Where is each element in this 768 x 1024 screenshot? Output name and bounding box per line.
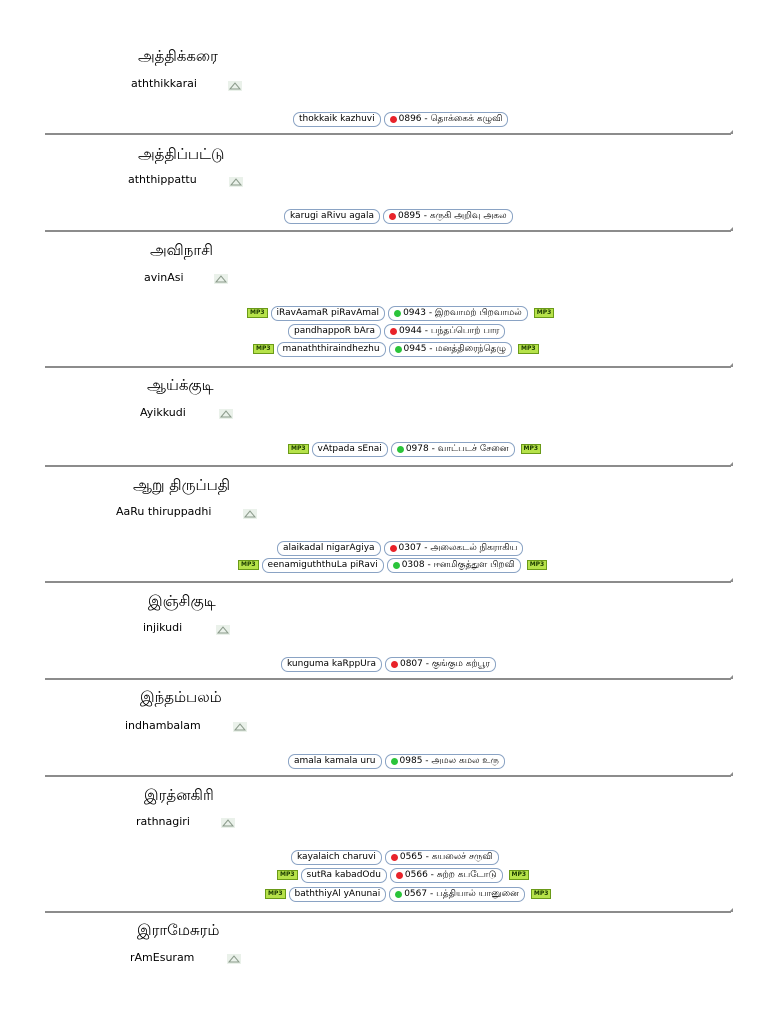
place-title-tamil: அவிநாசி bbox=[150, 241, 213, 259]
mp3-icon[interactable]: MP3 bbox=[534, 308, 555, 318]
song-row bbox=[274, 868, 532, 882]
song-number-label: 0945 - மனத்திரைந்தெழு bbox=[403, 343, 507, 354]
song-number-label: 0978 - வாட்படச் சேனை bbox=[405, 443, 509, 454]
song-number-link[interactable] bbox=[385, 754, 505, 769]
status-dot bbox=[391, 661, 398, 668]
place-title-tamil: அத்திக்கரை bbox=[138, 47, 218, 65]
song-translit-link[interactable]: pandhappoR bAra bbox=[288, 324, 381, 339]
mp3-icon[interactable]: MP3 bbox=[509, 870, 530, 880]
song-number-link[interactable] bbox=[391, 442, 515, 457]
song-row bbox=[235, 558, 550, 572]
song-translit-link[interactable]: kayalaich charuvi bbox=[291, 850, 382, 865]
song-number-label: 0895 - கருகி அறிவு அகல bbox=[397, 210, 507, 221]
song-number-label: 0944 - பந்தப்பொற் பார bbox=[399, 325, 500, 336]
mp3-icon[interactable]: MP3 bbox=[521, 444, 542, 454]
song-number-link[interactable] bbox=[385, 850, 499, 865]
place-title-translit: rAmEsuram bbox=[130, 951, 195, 964]
status-dot bbox=[395, 891, 402, 898]
section-divider bbox=[45, 678, 731, 680]
section-divider bbox=[45, 230, 731, 232]
song-number-link[interactable] bbox=[388, 306, 528, 321]
song-translit-link[interactable]: amala kamala uru bbox=[288, 754, 382, 769]
song-row bbox=[288, 754, 508, 768]
song-translit-link[interactable]: baththiyAl yAnunai bbox=[289, 887, 387, 902]
status-dot bbox=[394, 310, 401, 317]
mp3-icon[interactable]: MP3 bbox=[238, 560, 259, 570]
song-row bbox=[284, 209, 516, 223]
section-divider bbox=[45, 581, 731, 583]
back-to-top-icon[interactable] bbox=[227, 949, 241, 959]
song-number-link[interactable] bbox=[383, 209, 513, 224]
status-dot bbox=[393, 562, 400, 569]
status-dot bbox=[389, 213, 396, 220]
song-number-link[interactable] bbox=[384, 112, 509, 127]
mp3-icon[interactable]: MP3 bbox=[288, 444, 309, 454]
song-translit-link[interactable]: kunguma kaRppUra bbox=[281, 657, 382, 672]
status-dot bbox=[397, 446, 404, 453]
song-number-link[interactable] bbox=[384, 541, 524, 556]
song-number-label: 0567 - பத்தியால் யானுனை bbox=[404, 888, 519, 899]
song-row bbox=[281, 657, 499, 671]
back-to-top-icon[interactable] bbox=[216, 620, 230, 630]
status-dot bbox=[390, 328, 397, 335]
song-number-label: 0308 - ஈனமிகுத்துள பிறவி bbox=[401, 559, 515, 570]
status-dot bbox=[390, 116, 397, 123]
song-number-link[interactable] bbox=[387, 558, 521, 573]
song-number-label: 0307 - அலைகடல் நிகராகிய bbox=[398, 542, 518, 553]
song-row bbox=[277, 541, 526, 555]
song-translit-link[interactable]: alaikadal nigarAgiya bbox=[277, 541, 381, 556]
status-dot bbox=[390, 545, 397, 552]
mp3-icon[interactable]: MP3 bbox=[277, 870, 298, 880]
song-number-label: 0985 - அமல கமல உரு bbox=[399, 755, 499, 766]
song-number-link[interactable] bbox=[390, 868, 503, 883]
place-title-tamil: இஞ்சிகுடி bbox=[148, 592, 216, 610]
place-title-translit: injikudi bbox=[143, 621, 183, 634]
song-number-link[interactable] bbox=[384, 324, 505, 339]
mp3-icon[interactable]: MP3 bbox=[265, 889, 286, 899]
mp3-icon[interactable]: MP3 bbox=[531, 889, 552, 899]
song-translit-link[interactable]: thokkaik kazhuvi bbox=[293, 112, 381, 127]
place-title-tamil: இராமேசுரம் bbox=[137, 921, 220, 939]
song-translit-link[interactable]: eenamiguththuLa piRavi bbox=[262, 558, 384, 573]
place-title-translit: avinAsi bbox=[144, 271, 184, 284]
mp3-icon[interactable]: MP3 bbox=[527, 560, 548, 570]
song-number-link[interactable] bbox=[389, 342, 513, 357]
song-translit-link[interactable]: sutRa kabadOdu bbox=[301, 868, 387, 883]
song-translit-link[interactable]: manaththiraindhezhu bbox=[277, 342, 386, 357]
place-title-tamil: இரத்னகிரி bbox=[144, 786, 214, 804]
back-to-top-icon[interactable] bbox=[243, 504, 257, 514]
status-dot bbox=[395, 346, 402, 353]
song-row bbox=[285, 442, 544, 456]
back-to-top-icon[interactable] bbox=[219, 404, 233, 414]
song-translit-link[interactable]: vAtpada sEnai bbox=[312, 442, 388, 457]
section-divider bbox=[45, 775, 731, 777]
place-title-translit: aththikkarai bbox=[131, 77, 197, 90]
back-to-top-icon[interactable] bbox=[229, 172, 243, 182]
section-divider bbox=[45, 133, 731, 135]
status-dot bbox=[391, 854, 398, 861]
place-title-tamil: அத்திப்பட்டு bbox=[138, 145, 225, 163]
song-row bbox=[291, 850, 502, 864]
section-divider bbox=[45, 366, 731, 368]
mp3-icon[interactable]: MP3 bbox=[247, 308, 268, 318]
back-to-top-icon[interactable] bbox=[228, 76, 242, 86]
place-title-tamil: இந்தம்பலம் bbox=[140, 688, 222, 706]
song-number-label: 0807 - குங்கும கற்பூர bbox=[399, 658, 490, 669]
song-number-label: 0943 - இறவாமற் பிறவாமல் bbox=[403, 307, 522, 318]
song-number-link[interactable] bbox=[385, 657, 496, 672]
song-row bbox=[250, 342, 542, 356]
song-row bbox=[244, 306, 557, 320]
back-to-top-icon[interactable] bbox=[214, 269, 228, 279]
place-title-tamil: ஆறு திருப்பதி bbox=[133, 476, 231, 494]
song-translit-link[interactable]: karugi aRivu agala bbox=[284, 209, 380, 224]
place-title-tamil: ஆய்க்குடி bbox=[147, 376, 214, 394]
section-divider bbox=[45, 465, 731, 467]
song-row bbox=[288, 324, 508, 338]
song-number-label: 0565 - கயலைச் சருவி bbox=[399, 851, 493, 862]
song-number-link[interactable] bbox=[389, 887, 525, 902]
place-title-translit: aththippattu bbox=[128, 173, 197, 186]
mp3-icon[interactable]: MP3 bbox=[253, 344, 274, 354]
place-title-translit: AaRu thiruppadhi bbox=[116, 505, 212, 518]
place-title-translit: rathnagiri bbox=[136, 815, 190, 828]
song-translit-link[interactable]: iRavAamaR piRavAmal bbox=[271, 306, 386, 321]
song-row bbox=[262, 887, 554, 901]
status-dot bbox=[391, 758, 398, 765]
back-to-top-icon[interactable] bbox=[221, 813, 235, 823]
section-divider bbox=[45, 911, 731, 913]
back-to-top-icon[interactable] bbox=[233, 717, 247, 727]
mp3-icon[interactable]: MP3 bbox=[518, 344, 539, 354]
place-title-translit: Ayikkudi bbox=[140, 406, 186, 419]
song-number-label: 0896 - தொக்கைக் கழுவி bbox=[398, 113, 503, 124]
place-title-translit: indhambalam bbox=[125, 719, 201, 732]
status-dot bbox=[396, 872, 403, 879]
song-row bbox=[293, 112, 511, 126]
song-number-label: 0566 - சுற்ற கபடோடு bbox=[404, 869, 497, 880]
